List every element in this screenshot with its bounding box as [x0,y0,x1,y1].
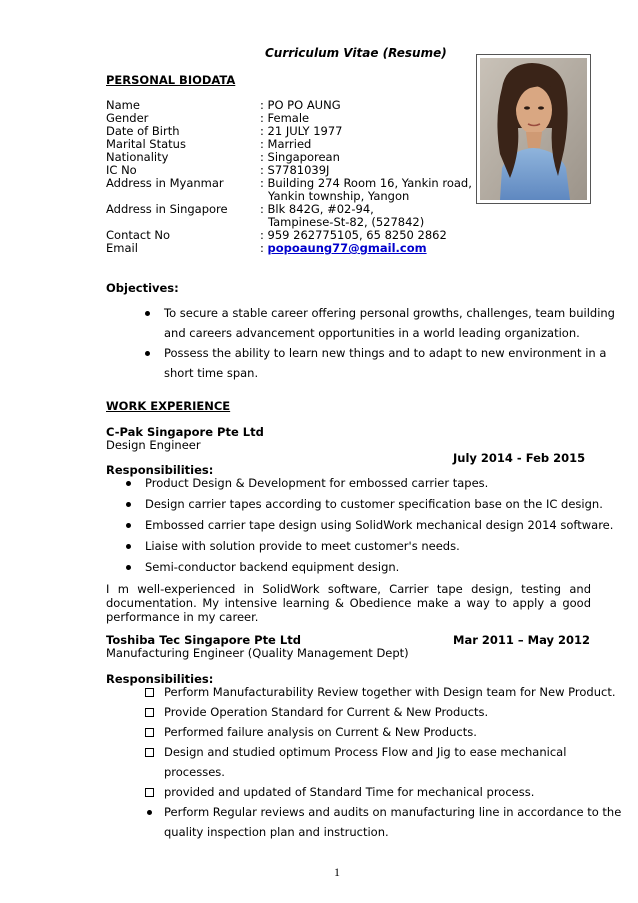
bullet-icon [126,565,131,570]
bio-value: : Singaporean [260,150,340,164]
objective-line: To secure a stable career offering personal growths, challenges, team building [164,306,615,320]
bullet-icon [147,810,152,815]
bio-label: Nationality [106,150,169,164]
bullet-icon [145,351,150,356]
bio-value: : 959 262775105, 65 8250 2862 [260,228,447,242]
job2-responsibilities-heading: Responsibilities: [106,672,214,686]
responsibility-line: Provide Operation Standard for Current & New Products. [164,705,489,719]
bio-label: Contact No [106,228,171,242]
bio-value: : Female [260,111,310,125]
responsibility-line: Design and studied optimum Process Flow and Jig to ease mechanical [164,745,567,759]
bio-value: : S7781039J [260,163,330,177]
bio-label: Address in Singapore [106,202,228,216]
bullet-icon [126,544,131,549]
responsibility-line: Perform Regular reviews and audits on manufacturing line in accordance to the [164,805,622,819]
portrait-image [480,58,587,200]
bio-label: Marital Status [106,137,186,151]
bullet-icon [126,481,131,486]
job2-period: Mar 2011 – May 2012 [453,633,591,647]
objective-line: Possess the ability to learn new things and to adapt to new environment in a [164,346,607,360]
objectives-heading: Objectives: [106,281,179,295]
page-number: 1 [334,865,340,879]
responsibility-item: Liaise with solution provide to meet customer's needs. [145,539,460,553]
checkbox-bullet-icon [145,728,154,737]
job1-role: Design Engineer [106,438,201,452]
work-experience-heading: WORK EXPERIENCE [106,399,231,413]
responsibility-line: processes. [164,765,225,779]
objective-line: and careers advancement opportunities in a world leading organization. [164,326,580,340]
objective-line: short time span. [164,366,259,380]
bio-value [260,242,427,255]
bio-label: Address in Myanmar [106,176,224,190]
job2-company: Toshiba Tec Singapore Pte Ltd [106,633,301,647]
personal-biodata-heading: PERSONAL BIODATA [106,73,236,87]
bio-value: Tampinese-St-82, (527842) [268,215,425,229]
job1-responsibilities-heading: Responsibilities: [106,463,214,477]
bullet-icon [145,311,150,316]
bio-value: : Blk 842G, #02-94, [260,202,374,216]
responsibility-line: quality inspection plan and instruction. [164,825,389,839]
job1-period: July 2014 - Feb 2015 [453,451,586,465]
bullet-icon [126,523,131,528]
bio-value: Yankin township, Yangon [268,189,410,203]
bio-label: Name [106,98,140,112]
email-prefix: : [260,241,268,255]
responsibility-line: Performed failure analysis on Current & New Products. [164,725,477,739]
responsibility-item: Semi-conductor backend equipment design. [145,560,400,574]
email-link[interactable]: popoaung77@gmail.com [267,241,427,255]
bio-row-email [106,242,486,255]
document-title: Curriculum Vitae (Resume) [265,46,447,60]
checkbox-bullet-icon [145,708,154,717]
bio-value: : 21 JULY 1977 [260,124,343,138]
responsibility-item: Embossed carrier tape design using SolidWork mechanical design 2014 software. [145,518,614,532]
responsibility-line: Perform Manufacturability Review together with Design team for New Product. [164,685,616,699]
responsibility-item: Product Design & Development for embossed carrier tapes. [145,476,489,490]
bio-label: Email [106,241,138,255]
job1-summary: I m well-experienced in SolidWork software, Carrier tape design, testing and documentation. My intensive learning & Obedience make a way to apply a good performance in my career. [106,582,591,624]
job1-company: C-Pak Singapore Pte Ltd [106,425,264,439]
checkbox-bullet-icon [145,688,154,697]
profile-photo [476,54,591,204]
responsibility-line: provided and updated of Standard Time for mechanical process. [164,785,535,799]
job2-role: Manufacturing Engineer (Quality Management Dept) [106,646,409,660]
bio-label: IC No [106,163,137,177]
bullet-icon [126,502,131,507]
responsibility-item: Design carrier tapes according to customer specification base on the IC design. [145,497,603,511]
bio-label: Gender [106,111,149,125]
bio-label: Date of Birth [106,124,180,138]
checkbox-bullet-icon [145,788,154,797]
bio-value: : PO PO AUNG [260,98,341,112]
bio-value: : Married [260,137,312,151]
checkbox-bullet-icon [145,748,154,757]
bio-value: : Building 274 Room 16, Yankin road, [260,176,472,190]
